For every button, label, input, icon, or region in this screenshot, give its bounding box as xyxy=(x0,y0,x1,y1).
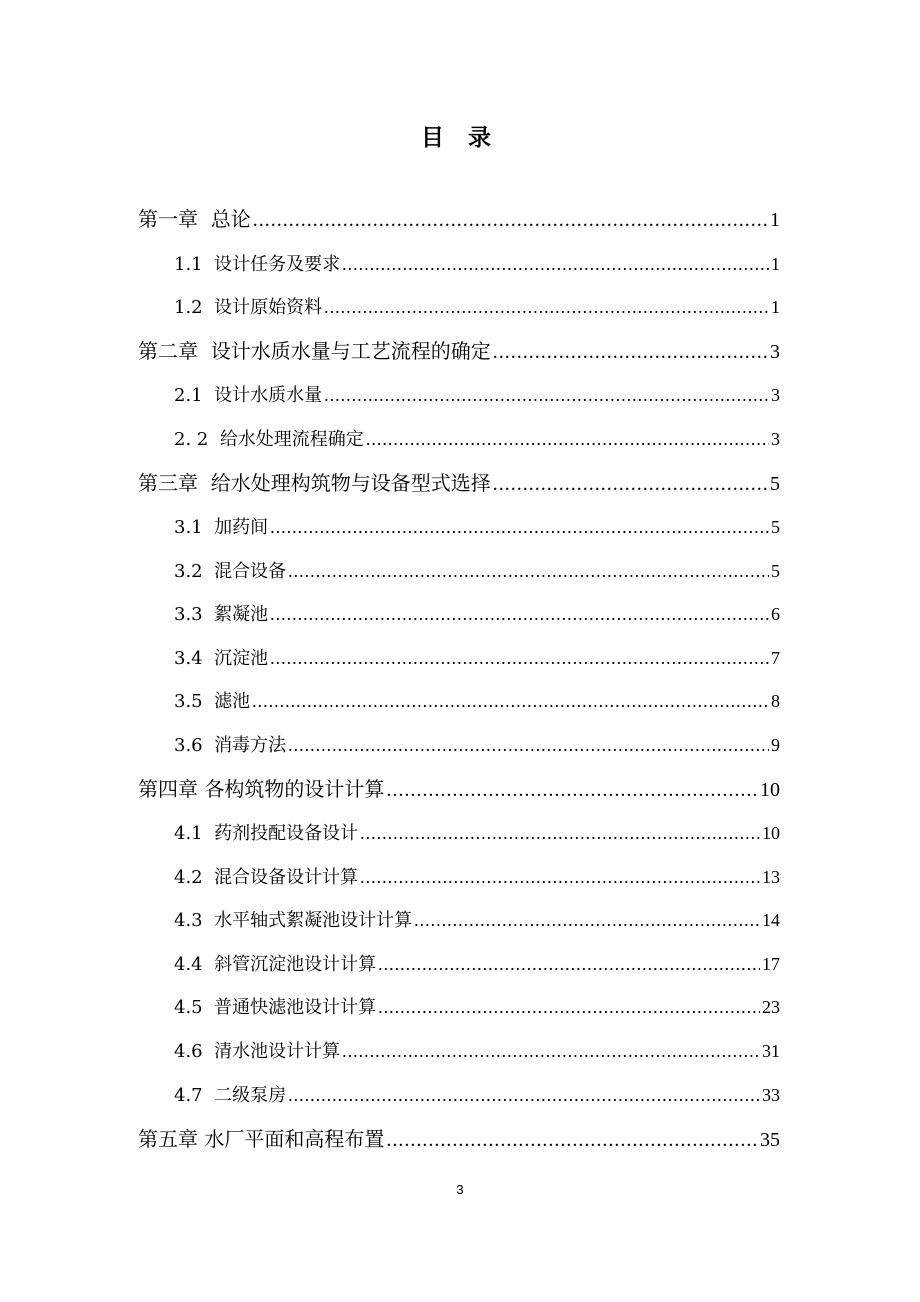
toc-entry-number: 3.3 xyxy=(174,604,203,625)
toc-entry-label: 给水处理流程确定 xyxy=(219,429,364,450)
toc-entry-chapter-4[interactable] xyxy=(138,774,780,804)
toc-entry-label: 普通快滤池设计计算 xyxy=(214,997,377,1018)
toc-entry-number: 第四章 xyxy=(138,777,198,801)
toc-entry-number: 3.2 xyxy=(174,561,203,582)
toc-entry-page: 1 xyxy=(770,209,780,231)
toc-dot-leader xyxy=(378,949,760,979)
toc-entry-label: 总论 xyxy=(210,207,251,231)
toc-entry-number: 1.1 xyxy=(174,254,203,275)
toc-dot-leader xyxy=(414,905,760,935)
toc-dot-leader xyxy=(270,599,769,629)
toc-dot-leader xyxy=(386,775,758,805)
toc-entry-label: 二级泵房 xyxy=(214,1085,287,1106)
toc-entry-label: 给水处理构筑物与设备型式选择 xyxy=(210,471,491,495)
toc-entry-number: 3.5 xyxy=(174,691,203,712)
toc-dot-leader xyxy=(324,292,769,322)
toc-dot-leader xyxy=(342,249,769,279)
toc-entry-number: 4.5 xyxy=(174,997,203,1018)
toc-entry-page: 1 xyxy=(771,297,780,317)
toc-dot-leader xyxy=(253,205,768,235)
toc-entry-label: 设计任务及要求 xyxy=(214,254,341,275)
toc-entry-page: 23 xyxy=(762,997,780,1017)
toc-entry-number: 第三章 xyxy=(138,471,198,495)
toc-entry-3-6[interactable] xyxy=(174,730,780,760)
toc-entry-label: 加药间 xyxy=(214,517,269,538)
toc-entry-3-1[interactable] xyxy=(174,512,780,542)
toc-dot-leader xyxy=(252,686,769,716)
toc-entry-2-2[interactable] xyxy=(174,424,780,454)
toc-entry-label: 各构筑物的设计计算 xyxy=(204,777,385,801)
toc-entry-label: 沉淀池 xyxy=(214,648,269,669)
toc-dot-leader xyxy=(493,337,768,367)
toc-entry-label: 混合设备 xyxy=(214,561,287,582)
toc-dot-leader xyxy=(270,643,769,673)
toc-entry-page: 10 xyxy=(762,823,780,843)
toc-entry-number: 2. 2 xyxy=(174,429,209,450)
toc-entry-page: 9 xyxy=(771,735,780,755)
toc-entry-number: 4.4 xyxy=(174,954,203,975)
page-number: 3 xyxy=(456,1182,464,1197)
toc-entry-number: 4.1 xyxy=(174,823,203,844)
toc-dot-leader xyxy=(342,1036,760,1066)
toc-entry-3-5[interactable] xyxy=(174,686,780,716)
toc-dot-leader xyxy=(270,512,769,542)
toc-entry-label: 水厂平面和高程布置 xyxy=(204,1127,385,1151)
toc-entry-1-1[interactable] xyxy=(174,249,780,279)
toc-dot-leader xyxy=(386,1125,758,1155)
toc-entry-label: 斜管沉淀池设计计算 xyxy=(214,954,377,975)
toc-entry-page: 6 xyxy=(771,604,780,624)
toc-entry-chapter-1[interactable] xyxy=(138,204,780,234)
toc-entry-page: 5 xyxy=(770,473,780,495)
toc-entry-page: 3 xyxy=(771,429,780,449)
toc-entry-4-4[interactable] xyxy=(174,949,780,979)
toc-dot-leader xyxy=(366,424,769,454)
toc-entry-1-2[interactable] xyxy=(174,292,780,322)
toc-entry-number: 3.6 xyxy=(174,735,203,756)
toc-entry-page: 10 xyxy=(760,779,780,801)
toc-entry-label: 清水池设计计算 xyxy=(214,1041,341,1062)
toc-entry-number: 2.1 xyxy=(174,385,203,406)
toc-dot-leader xyxy=(378,992,760,1022)
toc-dot-leader xyxy=(360,862,760,892)
toc-entry-page: 33 xyxy=(762,1085,780,1105)
toc-entry-label: 水平轴式絮凝池设计计算 xyxy=(214,910,413,931)
toc-entry-4-7[interactable] xyxy=(174,1080,780,1110)
toc-entry-number: 第五章 xyxy=(138,1127,198,1151)
toc-entry-number: 4.2 xyxy=(174,867,203,888)
toc-entry-chapter-5[interactable] xyxy=(138,1124,780,1154)
toc-entry-page: 8 xyxy=(771,691,780,711)
toc-entry-4-2[interactable] xyxy=(174,862,780,892)
toc-entry-number: 3.1 xyxy=(174,517,203,538)
toc-entry-label: 设计原始资料 xyxy=(214,297,323,318)
toc-dot-leader xyxy=(288,556,769,586)
toc-entry-number: 1.2 xyxy=(174,297,203,318)
toc-entry-chapter-2[interactable] xyxy=(138,336,780,366)
toc-entry-page: 1 xyxy=(771,254,780,274)
toc-entry-4-3[interactable] xyxy=(174,905,780,935)
toc-title: 目 录 xyxy=(420,125,499,151)
toc-entry-number: 第二章 xyxy=(138,339,198,363)
toc-dot-leader xyxy=(288,730,769,760)
toc-entry-page: 17 xyxy=(762,954,780,974)
toc-entry-page: 14 xyxy=(762,910,780,930)
toc-entry-number: 第一章 xyxy=(138,207,198,231)
toc-entry-number: 3.4 xyxy=(174,648,203,669)
toc-entry-label: 混合设备设计计算 xyxy=(214,867,359,888)
toc-dot-leader xyxy=(288,1080,760,1110)
toc-entry-3-4[interactable] xyxy=(174,643,780,673)
toc-dot-leader xyxy=(493,469,768,499)
toc-entry-4-5[interactable] xyxy=(174,992,780,1022)
toc-dot-leader xyxy=(360,818,760,848)
toc-entry-page: 7 xyxy=(771,648,780,668)
toc-entry-2-1[interactable] xyxy=(174,380,780,410)
toc-dot-leader xyxy=(324,380,769,410)
toc-entry-page: 31 xyxy=(762,1041,780,1061)
toc-entry-label: 滤池 xyxy=(214,691,251,712)
toc-entry-page: 13 xyxy=(762,867,780,887)
toc-entry-4-6[interactable] xyxy=(174,1036,780,1066)
toc-entry-label: 设计水质水量与工艺流程的确定 xyxy=(210,339,491,363)
toc-entry-label: 絮凝池 xyxy=(214,604,269,625)
toc-entry-page: 35 xyxy=(760,1129,780,1151)
toc-entry-label: 消毒方法 xyxy=(214,735,287,756)
toc-entry-label: 药剂投配设备设计 xyxy=(214,823,359,844)
toc-entry-number: 4.7 xyxy=(174,1085,203,1106)
toc-entry-label: 设计水质水量 xyxy=(214,385,323,406)
toc-entry-page: 3 xyxy=(770,341,780,363)
toc-entry-page: 5 xyxy=(771,561,780,581)
toc-entry-number: 4.3 xyxy=(174,910,203,931)
toc-entry-chapter-3[interactable] xyxy=(138,468,780,498)
toc-entry-number: 4.6 xyxy=(174,1041,203,1062)
toc-entry-page: 5 xyxy=(771,517,780,537)
toc-entry-3-3[interactable] xyxy=(174,599,780,629)
toc-entry-4-1[interactable] xyxy=(174,818,780,848)
toc-entry-3-2[interactable] xyxy=(174,556,780,586)
toc-entry-page: 3 xyxy=(771,385,780,405)
